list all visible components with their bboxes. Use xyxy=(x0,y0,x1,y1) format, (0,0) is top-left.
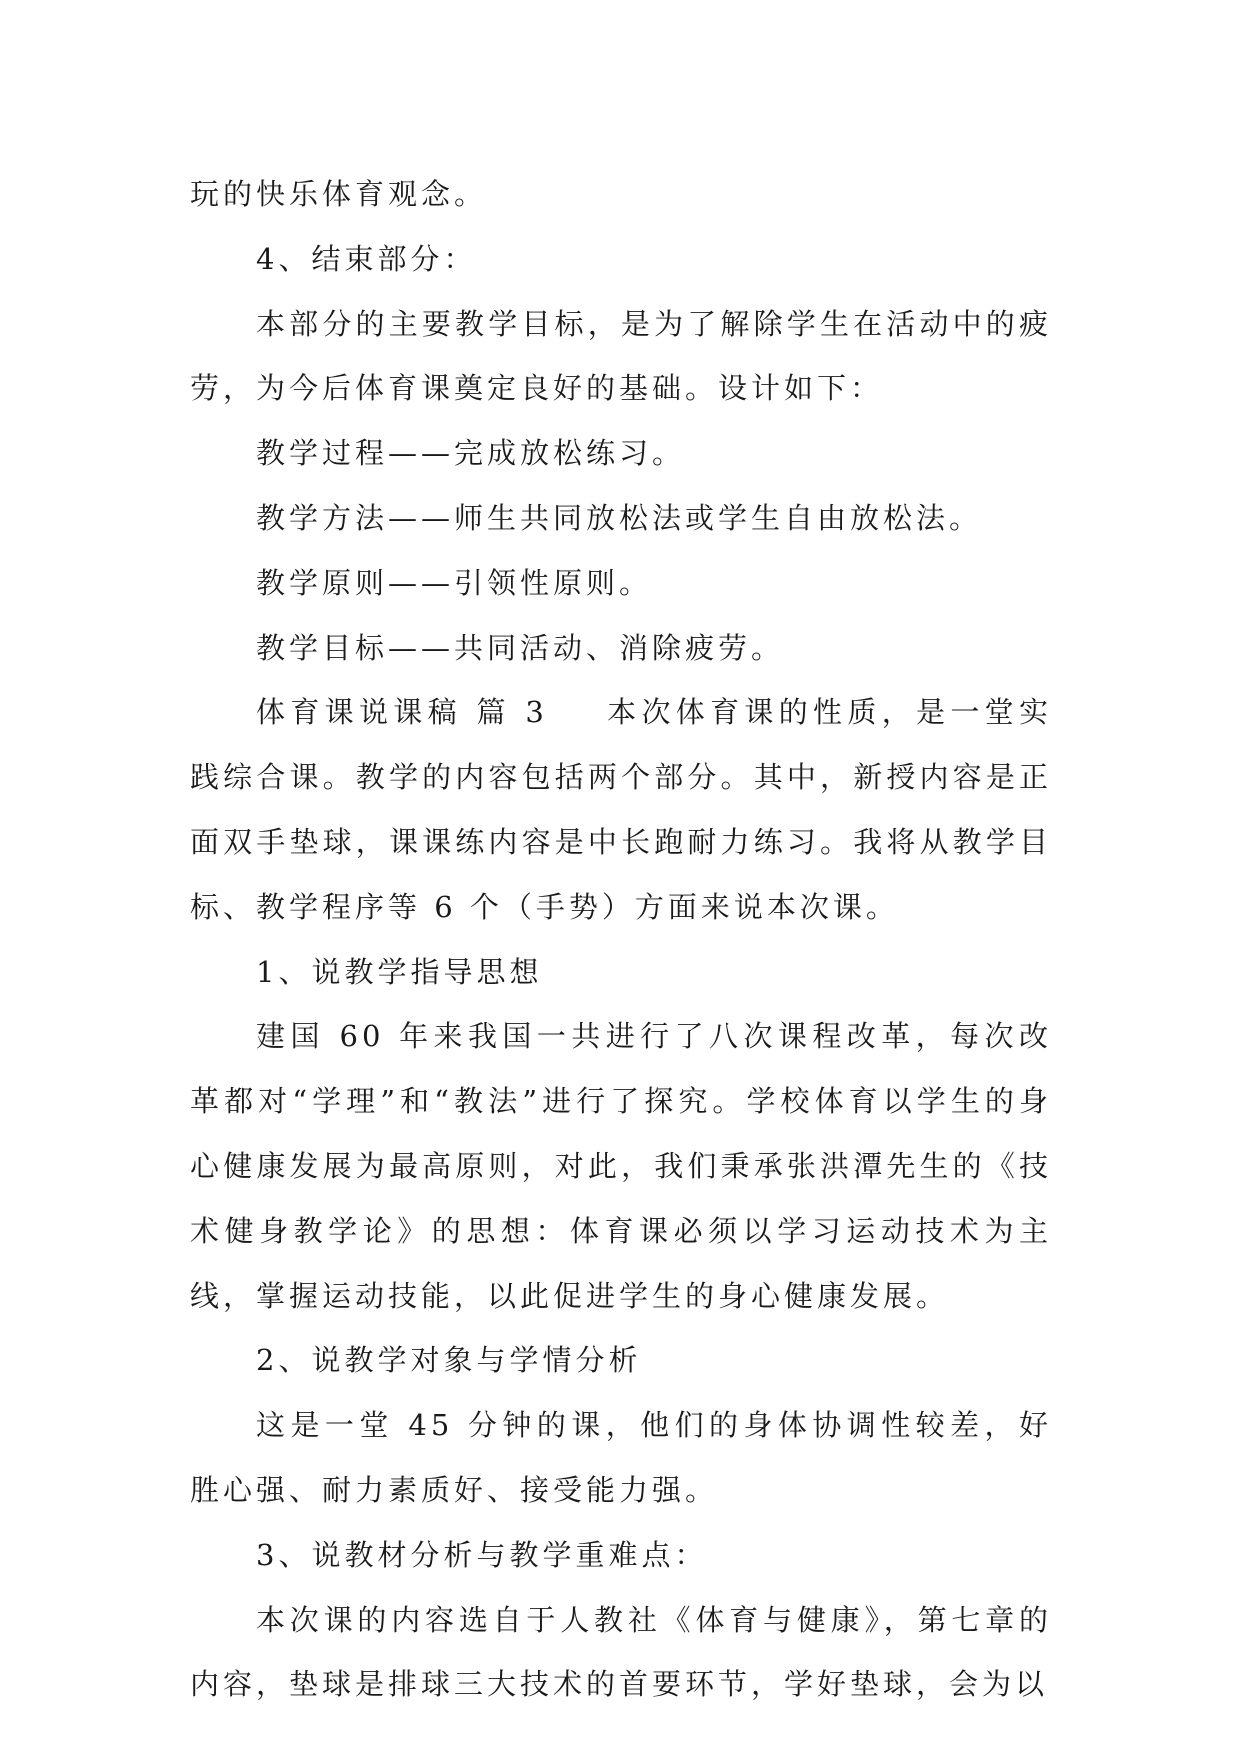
section-heading: 体育课说课稿 篇 3 xyxy=(256,695,548,730)
paragraph-13: 3、说教材分析与教学重难点： xyxy=(256,1537,708,1572)
paragraph-7: 教学目标——共同活动、消除疲劳。 xyxy=(256,630,785,665)
paragraph-1: 玩的快乐体育观念。 xyxy=(190,177,488,211)
paragraph-11: 2、说教学对象与学情分析 xyxy=(256,1343,642,1378)
paragraph-14: 本次课的内容选自于人教社《体育与健康》，第七章的内容，垫球是排球三大技术的首要环节，学好垫球，会为以 xyxy=(190,1602,1052,1702)
document-body xyxy=(190,162,1052,1717)
paragraph-3: 本部分的主要教学目标，是为了解除学生在活动中的疲劳，为今后体育课奠定良好的基础。设计如下： xyxy=(190,306,1052,406)
paragraph-5: 教学方法——师生共同放松法或学生自由放松法。 xyxy=(256,500,983,535)
paragraph-9: 1、说教学指导思想 xyxy=(256,954,543,989)
paragraph-6: 教学原则——引领性原则。 xyxy=(256,565,653,600)
paragraph-8 xyxy=(190,680,1052,939)
paragraph-2: 4、结束部分： xyxy=(256,241,477,276)
paragraph-10: 建国 60 年来我国一共进行了八次课程改革，每次改革都对“学理”和“教法”进行了探究。学校体育以学生的身心健康发展为最高原则，对此，我们秉承张洪潭先生的《技术健身教学论》的思想：体育课必须以学习运动技术为主线，掌握运动技能，以此促进学生的身心健康发展。 xyxy=(190,1019,1052,1313)
paragraph-4: 教学过程——完成放松练习。 xyxy=(256,436,686,471)
paragraph-8-text: 本次体育课的性质，是一堂实践综合课。教学的内容包括两个部分。其中，新授内容是正面双手垫球，课课练内容是中长跑耐力练习。我将从教学目标、教学程序等 6 个（手势）方面来说本次课。 xyxy=(190,695,1052,924)
paragraph-12: 这是一堂 45 分钟的课，他们的身体协调性较差，好胜心强、耐力素质好、接受能力强。 xyxy=(190,1408,1052,1507)
